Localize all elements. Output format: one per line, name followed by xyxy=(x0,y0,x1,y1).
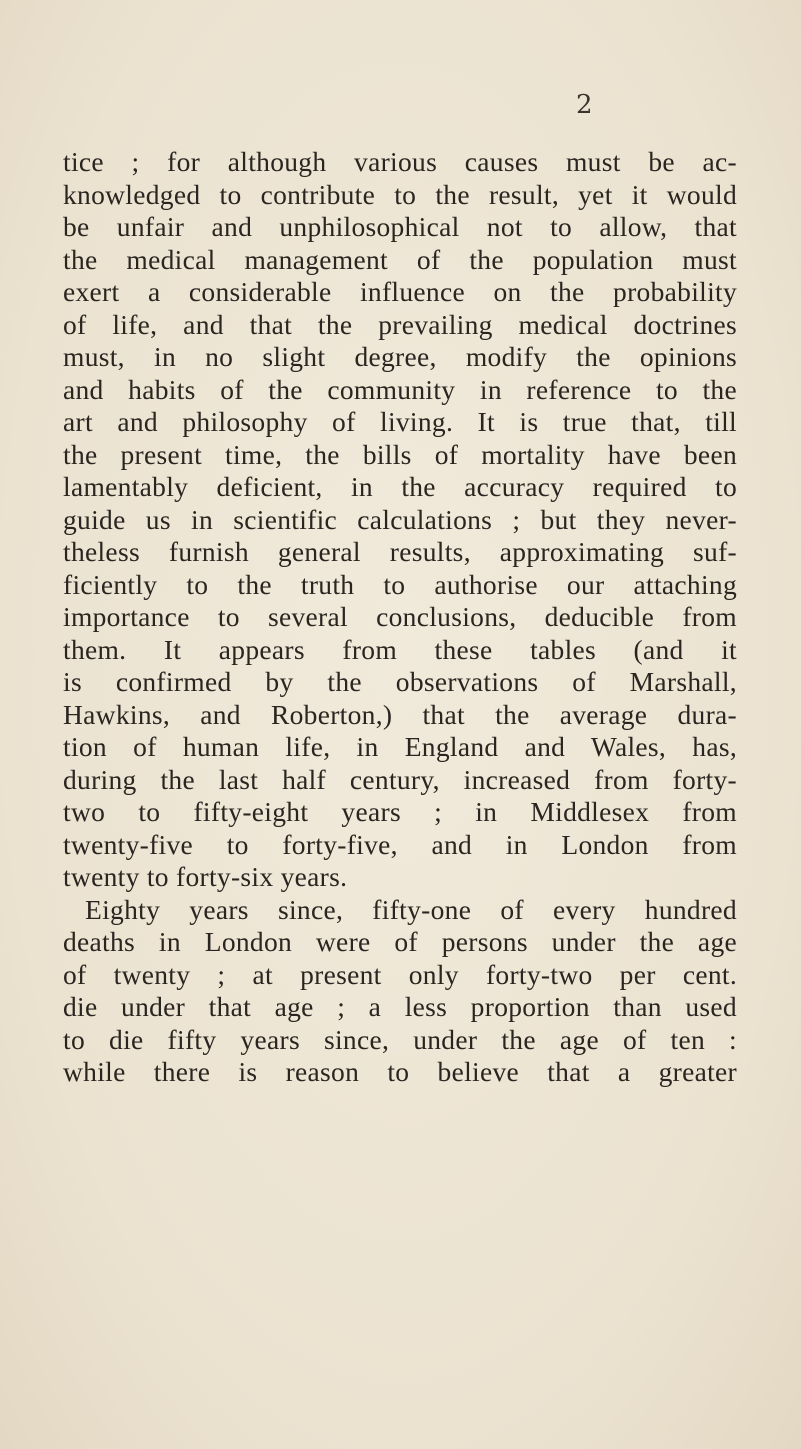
text-line: twenty to forty-six years. xyxy=(63,861,348,892)
text-line: exert a considerable influence on the probability xyxy=(63,276,737,307)
page-number: 2 xyxy=(576,90,593,120)
text-line: must, in no slight degree, modify the opinions xyxy=(63,341,737,372)
text-line: lamentably deficient, in the accuracy required to xyxy=(63,471,737,502)
text-line: importance to several conclusions, deducible from xyxy=(63,601,737,632)
text-line: the present time, the bills of mortality have been xyxy=(63,438,737,470)
text-line: tice ; for although various causes must be ac- xyxy=(63,146,737,177)
text-line: them. It appears from these tables (and it xyxy=(63,633,737,665)
text-line: while there is reason to believe that a greater xyxy=(63,1056,737,1087)
text-line: to die fifty years since, under the age of ten : xyxy=(63,1023,737,1055)
text-line: and habits of the community in reference to the xyxy=(63,373,737,405)
text-line: during the last half century, increased from forty- xyxy=(63,763,737,795)
text-line: art and philosophy of living. It is true that, till xyxy=(63,406,737,437)
text-line: theless furnish general results, approximating suf- xyxy=(63,536,737,567)
text-line: guide us in scientific calculations ; but they never- xyxy=(63,503,737,535)
text-line: two to fifty-eight years ; in Middlesex from xyxy=(63,796,737,827)
text-line: tion of human life, in England and Wales, has, xyxy=(63,731,737,762)
text-line: Hawkins, and Roberton,) that the average dura- xyxy=(63,698,737,730)
text-line: Eighty years since, fifty-one of every hundred xyxy=(85,893,737,925)
text-line: die under that age ; a less proportion than used xyxy=(63,991,737,1022)
text-line: ficiently to the truth to authorise our attaching xyxy=(63,568,737,600)
text-line: twenty-five to forty-five, and in London from xyxy=(63,828,737,860)
paragraph-1 xyxy=(63,146,737,894)
text-line: deaths in London were of persons under the age xyxy=(63,926,737,957)
paragraph-2 xyxy=(63,894,737,1089)
text-line: of twenty ; at present only forty-two per cent. xyxy=(63,958,737,990)
text-line: of life, and that the prevailing medical doctrines xyxy=(63,308,737,340)
text-line: be unfair and unphilosophical not to allow, that xyxy=(63,211,737,242)
text-line: knowledged to contribute to the result, yet it would xyxy=(63,178,737,210)
body-text xyxy=(63,146,737,1089)
text-line: is confirmed by the observations of Marshall, xyxy=(63,666,737,697)
text-line: the medical management of the population must xyxy=(63,243,737,275)
